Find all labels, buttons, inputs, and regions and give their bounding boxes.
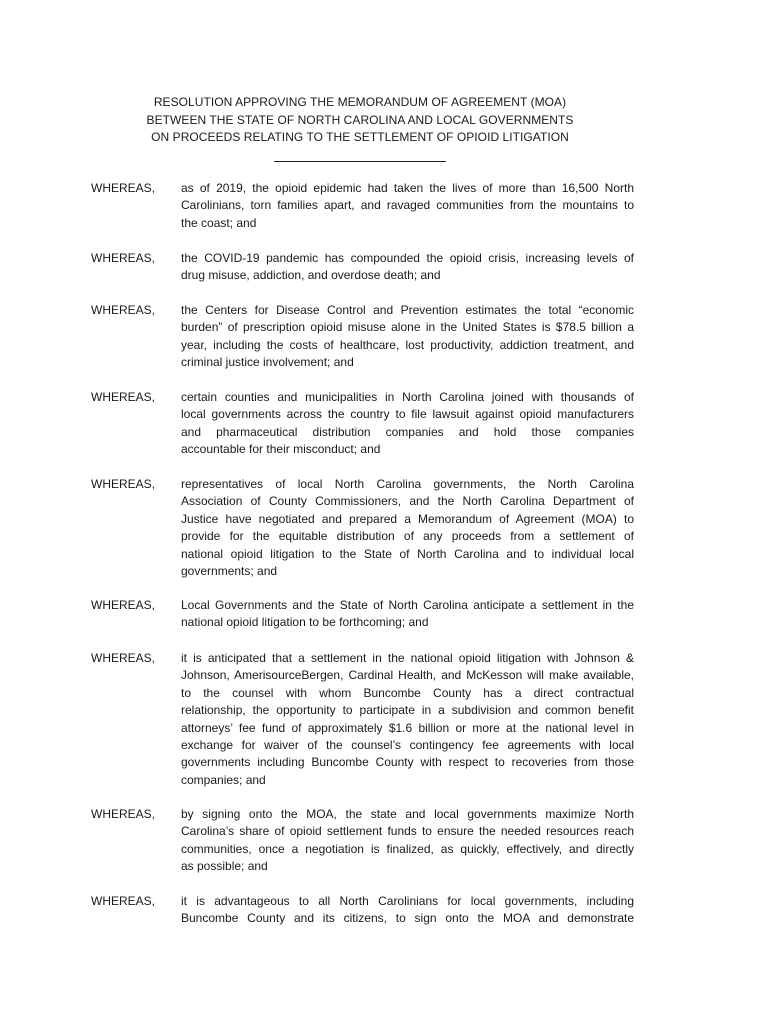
clause-line: by signing onto the MOA, the state and local governments maximize North (181, 807, 634, 821)
clause-line: accountable for their misconduct; and (181, 442, 381, 457)
clause-line: governments including Buncombe County with respect to recoveries from those (181, 755, 634, 770)
clause-text (181, 476, 634, 580)
clause-text (181, 180, 634, 232)
clause-line: exchange for waiver of the counsel’s contingency fee agreements with local (181, 738, 634, 753)
clause-line: relationship, the opportunity to participate in a subdivision and common benefit (181, 703, 634, 718)
clause-text (181, 893, 634, 928)
clause-line: Association of County Commissioners, and the North Carolina Department of (181, 494, 634, 509)
whereas-label: WHEREAS, (91, 251, 156, 265)
clause-line: communities, once a negotiation is finalized, as quickly, effectively, and directly (181, 841, 634, 856)
clause-text (181, 597, 634, 632)
clause-line: local governments across the country to file lawsuit against opioid manufacturers (181, 407, 634, 422)
title-underline-rule (274, 147, 446, 162)
clause-line: Johnson, AmerisourceBergen, Cardinal Health, and McKesson will make available, (181, 668, 634, 683)
whereas-label: WHEREAS, (91, 894, 156, 908)
clause-line: the Centers for Disease Control and Prevention estimates the total “economic (181, 303, 634, 317)
clause-line: the coast; and (181, 215, 257, 230)
clause-line: criminal justice involvement; and (181, 355, 354, 370)
clause-line: provide for the equitable distribution of any proceeds from a settlement of (181, 529, 634, 544)
clause-text (181, 650, 634, 789)
clause-line: Buncombe County and its citizens, to sign onto the MOA and demonstrate (181, 911, 634, 926)
clause-text (181, 302, 634, 372)
whereas-label: WHEREAS, (91, 807, 156, 821)
title-line-1: RESOLUTION APPROVING THE MEMORANDUM OF AGREEMENT (MOA) (153, 95, 567, 109)
clause-line: to the counsel with whom Buncombe County has a direct contractual (181, 685, 634, 700)
whereas-label: WHEREAS, (91, 181, 156, 195)
clause-text (181, 250, 634, 285)
clause-line: representatives of local North Carolina governments, the North Carolina (181, 477, 634, 491)
whereas-label: WHEREAS, (91, 651, 156, 665)
clause-line: as possible; and (181, 859, 268, 874)
clause-line: drug misuse, addiction, and overdose death; and (181, 268, 441, 283)
title-line-3: ON PROCEEDS RELATING TO THE SETTLEMENT OF OPIOID LITIGATION (151, 130, 569, 144)
clause-line: it is anticipated that a settlement in the national opioid litigation with Johnson & (181, 651, 634, 665)
whereas-label: WHEREAS, (91, 390, 156, 404)
clause-line: governments; and (181, 564, 278, 579)
clause-line: national opioid litigation to be forthcoming; and (181, 615, 429, 630)
whereas-label: WHEREAS, (91, 598, 156, 612)
resolution-title (0, 94, 720, 162)
clause-line: companies; and (181, 772, 266, 787)
clause-text (181, 806, 634, 876)
clause-line: Local Governments and the State of North Carolina anticipate a settlement in the (181, 598, 634, 612)
clause-line: burden” of prescription opioid misuse alone in the United States is $78.5 billion a (181, 320, 634, 335)
clause-line: and pharmaceutical distribution companies and hold those companies (181, 424, 634, 439)
clause-line: Carolina’s share of opioid settlement funds to ensure the needed resources reach (181, 824, 634, 839)
clause-line: certain counties and municipalities in North Carolina joined with thousands of (181, 390, 634, 404)
clause-line: Carolinians, torn families apart, and ravaged communities from the mountains to (181, 198, 634, 213)
title-line-2: BETWEEN THE STATE OF NORTH CAROLINA AND LOCAL GOVERNMENTS (146, 112, 574, 127)
clause-text (181, 389, 634, 459)
clause-line: the COVID-19 pandemic has compounded the opioid crisis, increasing levels of (181, 251, 634, 265)
clause-line: Justice have negotiated and prepared a Memorandum of Agreement (MOA) to (181, 511, 634, 526)
clause-line: national opioid litigation to the State of North Carolina and to individual local (181, 546, 634, 561)
clause-line: it is advantageous to all North Carolinians for local governments, including (181, 894, 634, 908)
clause-line: year, including the costs of healthcare, lost productivity, addiction treatment, and (181, 337, 634, 352)
clause-line: as of 2019, the opioid epidemic had taken the lives of more than 16,500 North (181, 181, 634, 195)
whereas-label: WHEREAS, (91, 303, 156, 317)
clause-line: attorneys’ fee fund of approximately $1.6 billion or more at the national level in (181, 720, 634, 735)
whereas-label: WHEREAS, (91, 477, 156, 491)
